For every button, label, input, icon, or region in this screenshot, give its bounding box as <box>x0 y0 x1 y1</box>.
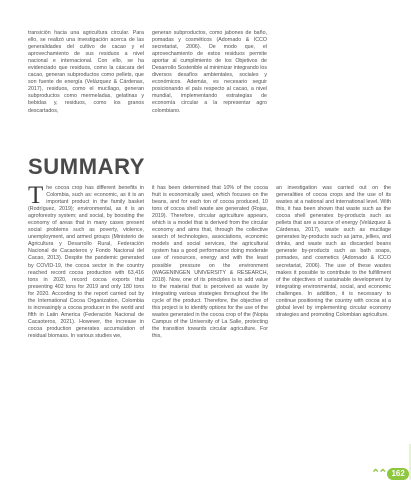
summary-heading: SUMMARY <box>28 154 146 179</box>
summary-column-middle <box>152 185 268 340</box>
page-number: 162 <box>387 468 408 480</box>
summary-paragraph-right: an investigation was carried out on the generalities of cocoa crops and the use of its wastes at a national and international level. With this, it has been shown that waste such as the cocoa shell generates by-products such as pellets that are a source of energy (Velázquez & Cárdenas, 2017), waste such as mucilage generates by-products such as jams, jellies, and drinks, and waste such as discarded beans generate by-products such as bath soaps, pomades, and cosmetics (Adornado & ICCO secretariat, 2006). The use of these wastes makes it possible to contribute to the fulfillment of the objectives of sustainable development by integrating environmental, social, and economic challenges. In addition, it is necessary to continue positioning the country with cocoa at a global level by implementing circular economy strategies and promoting Colombian agriculture. <box>276 185 391 318</box>
summary-paragraph-left: he cocoa crop has different benefits in Colombia, such as: economic, as it is an important product in the family basket (Rodríguez, 2019); environmental, as it is an agroforestry system; and social, by boosting the economy of areas that in many cases present social problems such as poverty, violence, unemployment, and armed groups (Ministerio de Agricultura y Desarrollo Rural, Federación Nacional de Cacaoteros y Fondo Nacional del Cacao, 2013). Despite the pandemic generated by COVID-19, the cocoa sector in the country reached record cocoa production with 63,416 tons in 2020, record cocoa exports that presenting 402 tons for 2019 and only 180 tons for 2020. According to the report carried out by the International Cocoa Organization, Colombia is increasingly a cocoa producer in the world and fifth in Latin America (Federación Nacional de Cacaoteros, 2021). However, the increase in cocoa production generates accumulation of residual biomass. In various studies we, <box>28 185 144 339</box>
summary-dropcap: T <box>28 182 44 209</box>
page-badge <box>371 468 409 480</box>
summary-column-left <box>28 182 144 340</box>
intro-column-left <box>28 30 144 115</box>
summary-column-right <box>276 185 391 319</box>
summary-paragraph-middle: it has been determined that 10% of the cocoa fruit is economically used, which focuses on the beans, and for each ton of cocoa produced, 10 tons of cocoa shell waste are generated (Rojas, 2019). Therefore, circular agriculture appears, which is a model that is derived from the circular economy and aims that, through the collective search of technologies, associations, economic models and social services, the agricultural system has a good performance doing moderate use of resources, energy and with the least possible pressure on the environment (WAGENINGEN UNIVERSITY & RESEARCH, 2018). Now, one of its principles is to add value to the material that is perceived as waste by integrating various strategies throughout the life cycle of the product. Therefore, the objective of this project is to identify options for the use of the wastes generated in the cocoa crop of the (Nopia Campus of the University of La Salle, protecting the transition towards circular agriculture. For this, <box>152 185 268 339</box>
intro-paragraph-middle: generan subproductos, como jabones de baño, pomadas y cosméticos (Adornado & ICCO secretariat, 2006). De modo que, el aprovechamiento de estos residuos permite aportar al cumplimiento de los Objetivos de Desarrollo Sostenible al minimizar integrando los diversos desafíos ambientales, sociales y económicos. Además, es necesario seguir posicionando el país respecto al cacao, a nivel mundial, implementando estrategias de economía circular a la representar agro colombiano. <box>152 30 267 114</box>
double-chevron-up-icon: ⌃⌃ <box>371 467 386 480</box>
intro-column-middle <box>152 30 267 115</box>
intro-paragraph-left: transición hacia una agricultura circular. Para ello, se realizó una investigación acerca de las generalidades del cultivo de cacao y el aprovechamiento de sus residuos a nivel nacional e internacional. Con ello, se ha evidenciado que residuos, como la cáscara del cacao, generan subproductos como pellets, que son fuente de energía (Velázquez & Cárdenas, 2017), residuos, como el mucílago, generan subproductos como mermeladas, gelatinas y bebidas y, residuos, como los granos descartados, <box>28 30 144 114</box>
